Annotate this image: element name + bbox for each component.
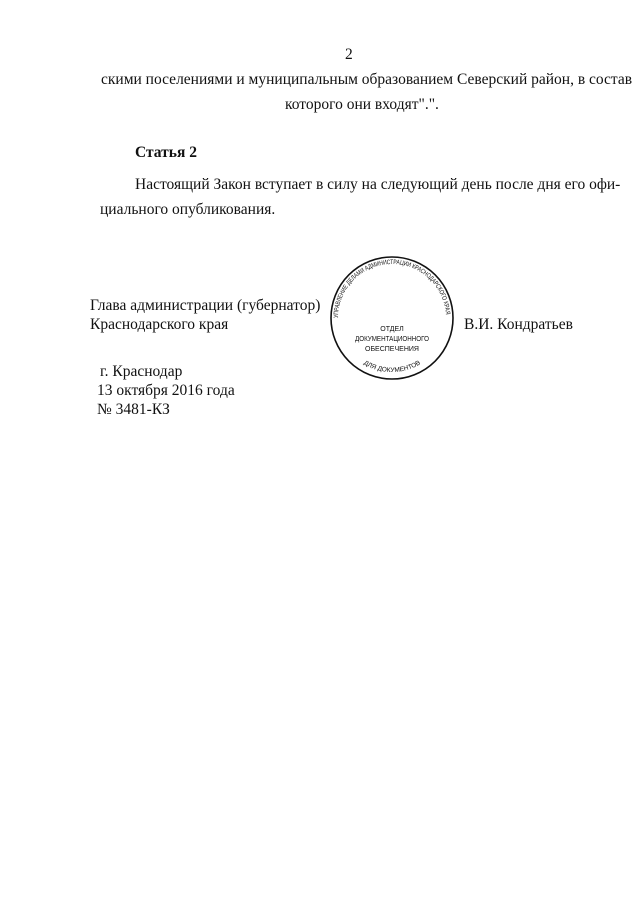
stamp-outer-ring xyxy=(331,257,453,379)
stamp-center-line-1: ОТДЕЛ xyxy=(380,326,404,333)
official-stamp xyxy=(330,256,454,380)
article-line-1: Настоящий Закон вступает в силу на следующий день после дня его офи- xyxy=(135,176,621,193)
svg-text:УПРАВЛЕНИЕ ДЕЛАМИ АДМИНИСТРАЦИ xyxy=(333,259,451,318)
date: 13 октября 2016 года xyxy=(97,382,235,399)
stamp-center-line-2: ДОКУМЕНТАЦИОННОГО xyxy=(355,336,430,343)
svg-text:ДЛЯ ДОКУМЕНТОВ xyxy=(362,360,421,375)
law-number: № 3481-КЗ xyxy=(97,401,170,418)
signature-title-line-2: Краснодарского края xyxy=(90,316,229,333)
continuation-line-1: скими поселениями и муниципальным образованием Северский район, в состав xyxy=(101,71,633,88)
signature-title-line-1: Глава администрации (губернатор) xyxy=(90,297,321,314)
stamp-center-line-3: ОБЕСПЕЧЕНИЯ xyxy=(365,346,419,353)
stamp-bottom-text: ДЛЯ ДОКУМЕНТОВ xyxy=(362,359,422,375)
stamp-outer-text: УПРАВЛЕНИЕ ДЕЛАМИ АДМИНИСТРАЦИИ КРАСНОДАРСКОГО КРАЯ xyxy=(332,258,452,319)
page-number: 2 xyxy=(345,46,353,63)
city: г. Краснодар xyxy=(100,363,183,380)
article-heading: Статья 2 xyxy=(135,144,197,161)
article-line-2: циального опубликования. xyxy=(100,201,276,218)
signatory-name: В.И. Кондратьев xyxy=(464,316,573,333)
continuation-line-2: которого они входят".". xyxy=(285,96,439,113)
